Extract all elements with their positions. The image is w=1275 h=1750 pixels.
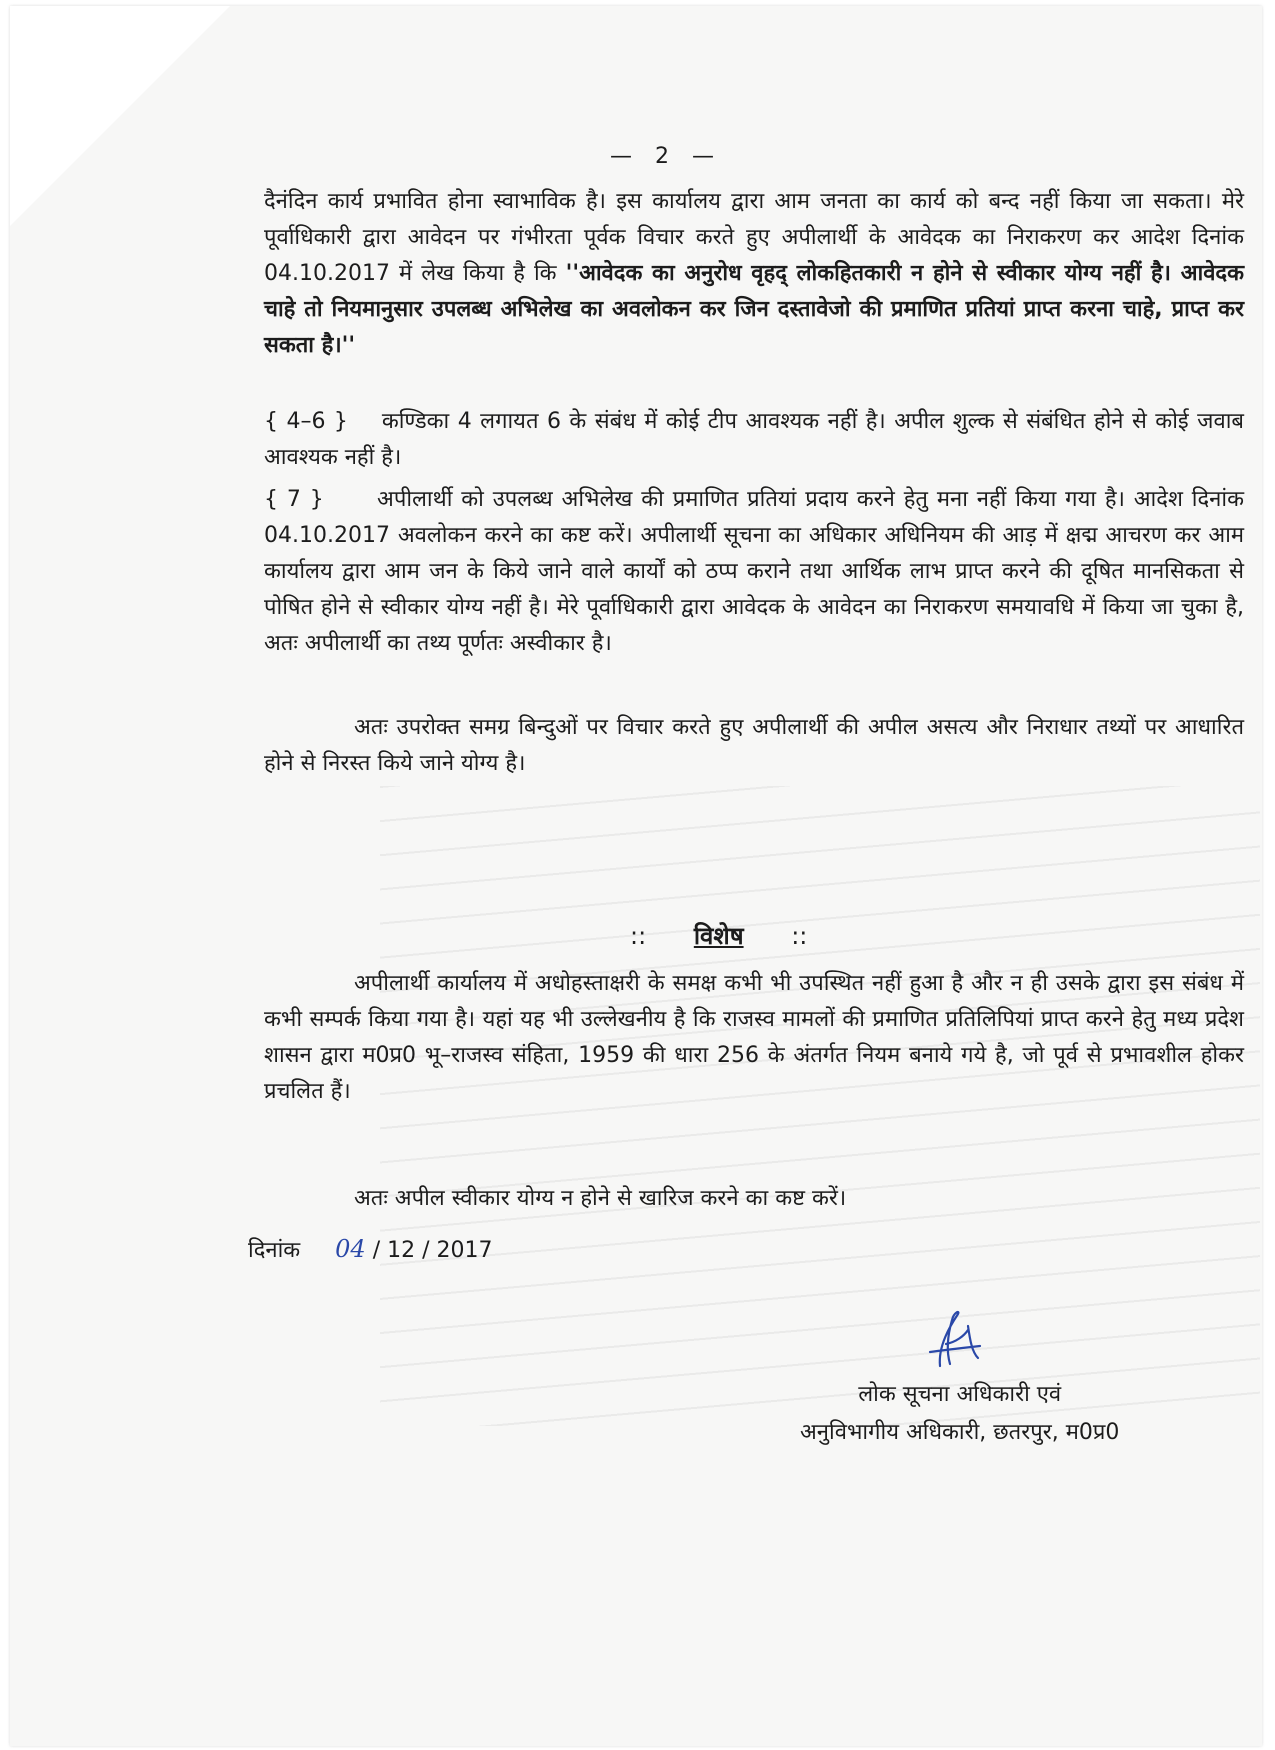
paragraph-5-text: अपीलार्थी कार्यालय में अधोहस्ताक्षरी के समक्ष कभी भी उपस्थित नहीं हुआ है और न ही उसके द्वारा इस संबंध में कभी सम्पर्क किया गया है। यहां यह भी उल्लेखनीय है कि राजस्व मामलों की प्रमाणित प्रतिलिपियां प्राप्त करने हेतु मध्य प्रदेश शासन द्वारा म0प्र0 भू–राजस्व संहिता, 1959 की धारा 256 के अंतर्गत नियम बनाये गये है, जो पूर्व से प्रभावशील होकर प्रचलित हैं। — [264, 971, 1244, 1104]
paragraph-2-marker: { 4–6 } — [264, 409, 348, 434]
signature-scribble — [910, 1306, 1000, 1376]
date-day-handwritten: 04 — [335, 1235, 366, 1263]
section-heading — [630, 919, 807, 952]
paragraph-1-text: दैनंदिन कार्य प्रभावित होना स्वाभाविक है। इस कार्यालय द्वारा आम जनता का कार्य को बन्द नहीं किया जा सकता। मेरे पूर्वाधिकारी द्वारा आवेदन पर गंभीरता पूर्वक विचार करते हुए अपीलार्थी के आवेदक का निराकरण कर आदेश दिनांक 04.10.2017 में लेख किया है कि — [264, 189, 1244, 286]
paragraph-3 — [264, 482, 1244, 662]
date-line — [248, 1234, 493, 1264]
signatory-block — [800, 1376, 1119, 1452]
paragraph-3-text: अपीलार्थी को उपलब्ध अभिलेख की प्रमाणित प्रतियां प्रदाय करने हेतु मना नहीं किया गया है। आदेश दिनांक 04.10.2017 अवलोकन करने का कष्ट करें। अपीलार्थी सूचना का अधिकार अधिनियम की आड़ में क्षद्म आचरण कर आम कार्यालय द्वारा आम जन के किये जाने वाले कार्यों को ठप्प कराने तथा आर्थिक लाभ प्राप्त करने की दूषित मानसिकता से पोषित होने से स्वीकार योग्य नहीं है। मेरे पूर्वाधिकारी द्वारा आवेदक के आवेदन का निराकरण समयावधि में किया जा चुका है, अतः अपीलार्थी का तथ्य पूर्णतः अस्वीकार है। — [264, 487, 1244, 656]
paragraph-2-text: कण्डिका 4 लगायत 6 के संबंध में कोई टीप आवश्यक नहीं है। अपील शुल्क से संबंधित होने से कोई जवाब आवश्यक नहीं है। — [264, 409, 1244, 470]
heading-title: विशेष — [693, 922, 744, 950]
heading-prefix: :: — [630, 922, 647, 950]
paragraph-4 — [264, 710, 1244, 782]
date-rest: / 12 / 2017 — [372, 1238, 493, 1263]
paragraph-2 — [264, 404, 1244, 476]
paragraph-4-text: अतः उपरोक्त समग्र बिन्दुओं पर विचार करते हुए अपीलार्थी की अपील असत्य और निराधार तथ्यों पर आधारित होने से निरस्त किये जाने योग्य है। — [264, 715, 1244, 776]
paragraph-3-marker: { 7 } — [264, 487, 324, 512]
paragraph-6 — [264, 1181, 1244, 1217]
folded-corner — [10, 6, 230, 226]
signatory-office: अनुविभागीय अधिकारी, छतरपुर, म0प्र0 — [800, 1420, 1120, 1445]
heading-suffix: :: — [791, 922, 808, 950]
document-page — [10, 6, 1262, 1746]
page-number: — 2 — — [610, 144, 722, 169]
signature — [910, 1306, 1000, 1376]
paragraph-6-text: अतः अपील स्वीकार योग्य न होने से खारिज करने का कष्ट करें। — [354, 1186, 847, 1211]
signatory-title: लोक सूचना अधिकारी एवं — [858, 1382, 1062, 1407]
paragraph-1 — [264, 184, 1244, 364]
paragraph-1-quote: ''आवेदक का अनुरोध वृहद् लोकहितकारी न होने से स्वीकार योग्य नहीं है। आवेदक चाहे तो नियमानुसार उपलब्ध अभिलेख का अवलोकन कर जिन दस्तावेजो की प्रमाणित प्रतियां प्राप्त करना चाहे, प्राप्त कर सकता है।'' — [264, 261, 1245, 358]
paragraph-5 — [264, 966, 1244, 1110]
date-label: दिनांक — [248, 1238, 301, 1263]
